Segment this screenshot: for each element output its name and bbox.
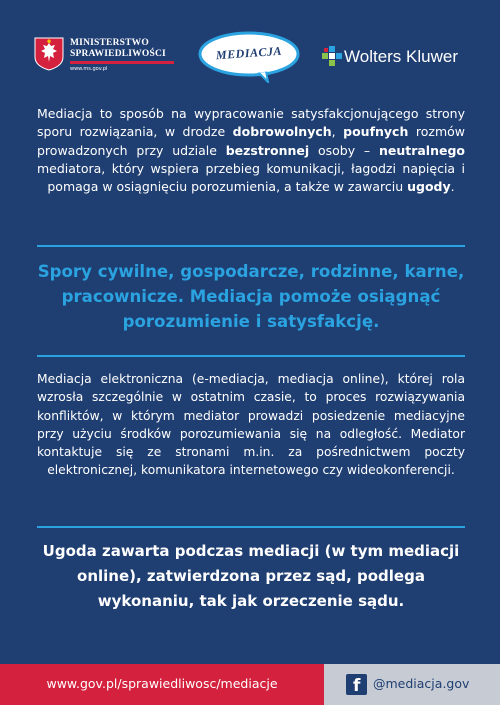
main-heading: Spory cywilne, gospodarcze, rodzinne, karne, pracownicze. Mediacja pomoże osiągnąć porozumienie i satysfakcję.	[37, 262, 465, 331]
footer	[0, 664, 500, 705]
intro-bold-neutralnego: neutralnego	[378, 142, 465, 158]
intro-paragraph	[37, 105, 465, 196]
wolters-kluwer-mark-icon	[322, 46, 342, 66]
footer-url-band	[0, 664, 324, 705]
ministry-red-bar	[70, 61, 174, 64]
ministry-name-line2: SPRAWIEDLIWOŚCI	[70, 49, 166, 59]
intro-bold-poufnych: poufnych	[343, 124, 409, 140]
ministry-name	[70, 38, 166, 60]
ministry-name-line1: MINISTERSTWO	[70, 38, 149, 48]
intro-text: rozmów prowadzonych przy udziale	[37, 124, 465, 158]
mediacja-speech-bubble	[198, 31, 300, 83]
intro-bold-bezstronnej: bezstronnej	[225, 142, 310, 158]
intro-text: Mediacja to sposób na wypracowanie satysfakcjonującego strony sporu rozwiązania, w drodze	[37, 106, 465, 140]
divider	[37, 245, 465, 247]
ministry-url: www.ms.gov.pl	[70, 66, 108, 72]
footer-facebook-band[interactable]	[324, 664, 500, 705]
bubble-label: MEDIACJA	[215, 43, 283, 63]
intro-text: ,	[331, 124, 344, 140]
facebook-glyph: f	[353, 676, 361, 696]
emediation-paragraph: Mediacja elektroniczna (e-mediacja, mediacja online), której rola wzrosła szczególnie w ostatnim czasie, to proces rozwiązywania konfliktów, w którym mediator prowadzi posiedzenie mediacyjne przy użyciu środków porozumiewania się na odległość. Mediator kontaktuje się ze stronami m.in. za pośrednictwem poczty elektronicznej, komunikatora internetowego czy wideokonferencji.	[37, 372, 465, 478]
intro-text: .	[450, 179, 455, 195]
facebook-icon[interactable]	[346, 674, 367, 695]
website-link[interactable]: www.gov.pl/sprawiedliwosc/mediacje	[46, 676, 278, 691]
divider	[37, 526, 465, 528]
divider	[37, 355, 465, 357]
ministry-logo	[34, 37, 174, 77]
agreement-statement: Ugoda zawarta podczas mediacji (w tym mediacji online), zatwierdzona przez sąd, podlega wykonaniu, tak jak orzeczenie sądu.	[42, 542, 460, 610]
intro-bold-dobrowolnych: dobrowolnych	[232, 124, 332, 140]
header	[0, 0, 500, 90]
intro-text: osoby –	[309, 142, 379, 158]
eagle-emblem-icon	[34, 37, 64, 71]
intro-bold-ugody: ugody	[407, 179, 451, 195]
intro-text: mediatora, który wspiera przebieg komunikacji, łagodzi napięcia i pomaga w osiągnięciu porozumienia, a także w zawarciu	[37, 160, 465, 195]
partner-name: Wolters Kluwer	[344, 47, 458, 66]
wolters-kluwer-logo	[322, 45, 472, 69]
facebook-handle[interactable]: @mediacja.gov	[373, 676, 470, 691]
